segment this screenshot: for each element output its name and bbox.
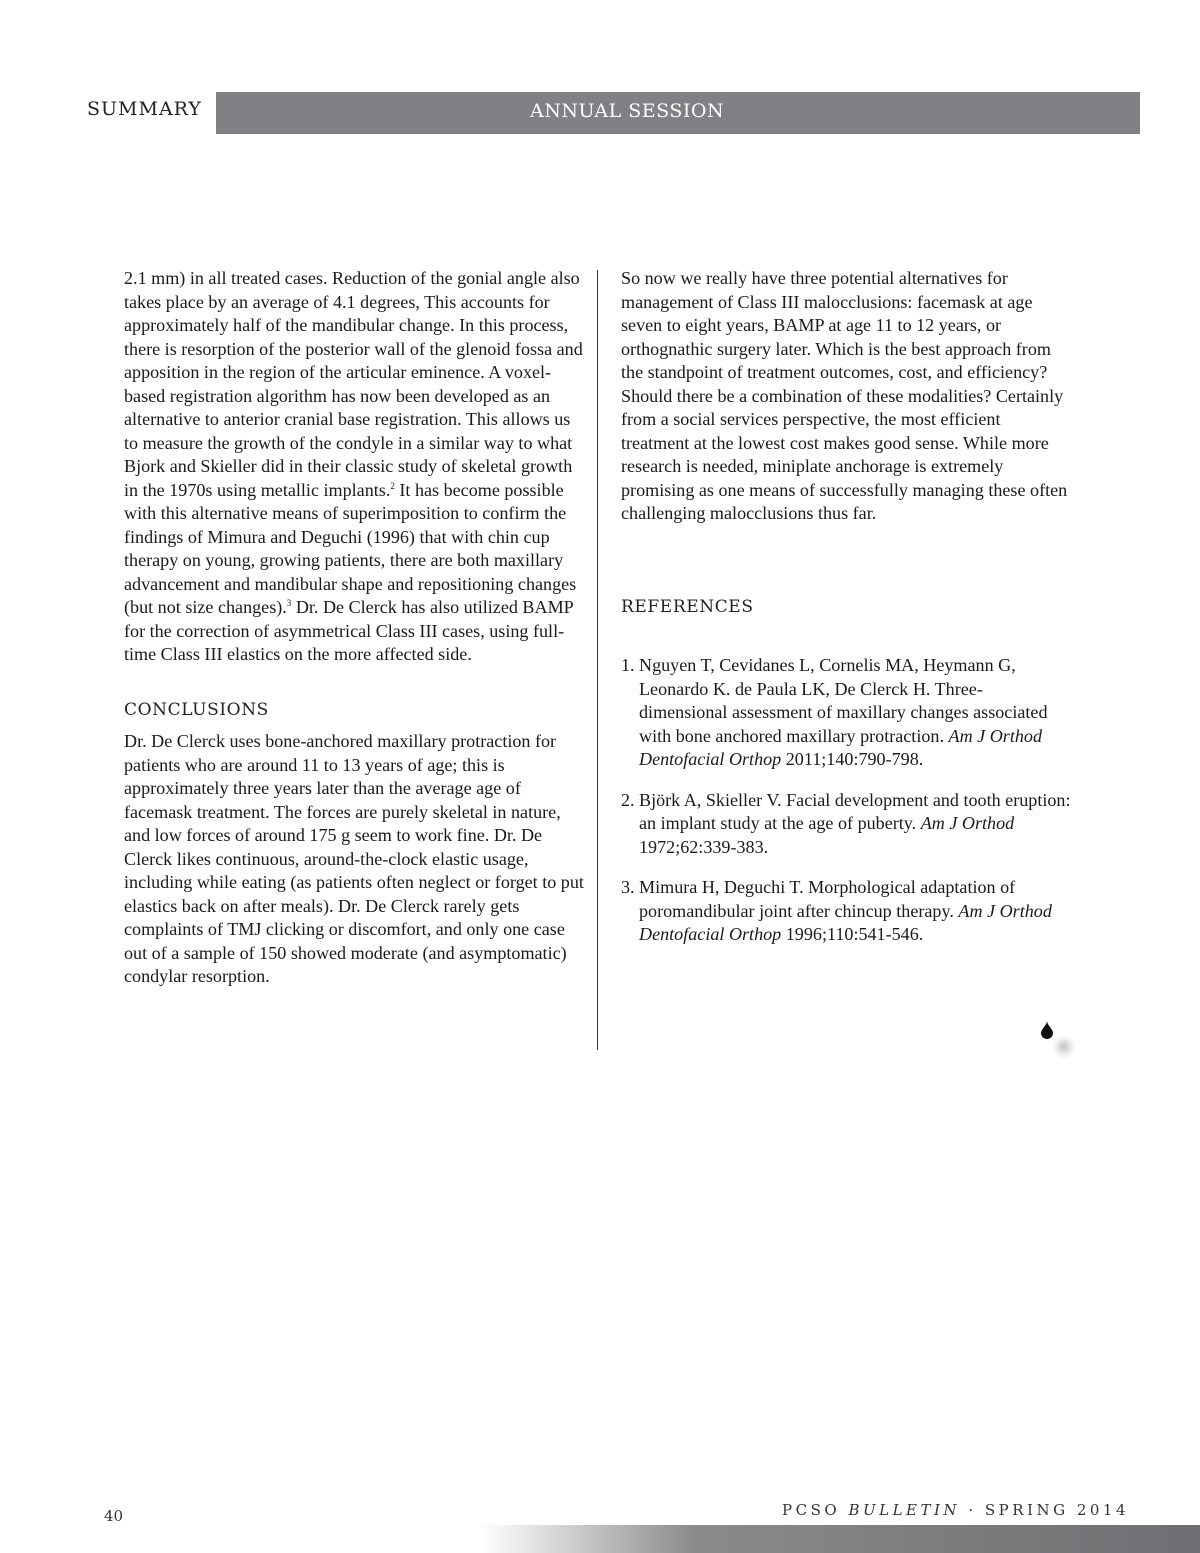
reference-journal: Am J Orthod — [920, 813, 1015, 833]
reference-citation: 1972;62:339-383. — [639, 836, 769, 857]
right-column — [621, 267, 1071, 964]
references-list — [621, 654, 1071, 947]
paragraph-text: 2.1 mm) in all treated cases. Reduction of the gonial angle also takes place by an average of 4.1 degrees, This accounts for approximately half of the mandibular change. In this process, there is resorption of the posterior wall of the glenoid fossa and apposition in the region of the articular eminence. A voxel-based registration algorithm has now been developed as an alternative to anterior cranial base registration. This allows us to measure the growth of the condyle in a similar way to what Bjork and Skieller did in their classic study of skeletal growth in the 1970s using metallic implants. — [124, 268, 583, 500]
reference-number: 1. — [621, 655, 635, 675]
publication-footer — [782, 1501, 1129, 1519]
paragraph-text: Dr. De Clerck has also utilized BAMP for the correction of asymmetrical Class III cases, using full-time Class III elastics on the more affected side. — [124, 597, 574, 664]
section-label: SUMMARY — [87, 98, 202, 120]
reference-text: Mimura H, Deguchi T. Morphological adaptation of poromandibular joint after chincup therapy. — [639, 877, 1016, 921]
end-mark-shadow — [1052, 1036, 1076, 1058]
reference-number: 2. — [621, 789, 635, 810]
header-bar-title: ANNUAL SESSION — [530, 100, 725, 122]
publication-name: BULLETIN — [848, 1501, 961, 1519]
reference-item — [621, 654, 1071, 772]
publication-org: PCSO — [782, 1501, 849, 1519]
column-divider — [597, 270, 598, 1050]
footer-bar — [480, 1525, 1200, 1553]
page-number: 40 — [104, 1507, 124, 1525]
reference-journal: Am J Orthod Dentofacial Orthop — [639, 725, 1042, 769]
header-bar — [216, 92, 1140, 134]
footer-separator: · — [960, 1501, 985, 1519]
tooth-end-icon — [1041, 1021, 1053, 1039]
reference-item — [621, 789, 1071, 860]
reference-text: Björk A, Skieller V. Facial development and tooth eruption: an implant study at the age of puberty. — [639, 789, 1071, 833]
left-column — [124, 267, 588, 989]
footnote-ref: 2 — [390, 480, 395, 491]
reference-journal: Am J Orthod Dentofacial Orthop — [639, 900, 1052, 944]
reference-number: 3. — [621, 877, 635, 897]
reference-citation: 1996;110:541-546. — [781, 924, 924, 944]
conclusions-paragraph: Dr. De Clerck uses bone-anchored maxillary protraction for patients who are around 11 to 13 years of age; this is approximately three years later than the average age of facemask treatment. The forces are purely skeletal in nature, and low forces of around 175 g seem to work fine. Dr. De Clerck likes continuous, around-the-clock elastic usage, including while eating (as patients often neglect or forget to put elastics back on after meals). Dr. De Clerck rarely gets complaints of TMJ clicking or discomfort, and only one case out of a sample of 150 showed moderate (and asymptomatic) condylar resorption. — [124, 731, 584, 986]
footnote-ref: 3 — [286, 597, 292, 608]
issue-date: SPRING 2014 — [984, 1501, 1129, 1519]
reference-item — [621, 876, 1071, 947]
body-paragraph — [124, 267, 588, 667]
conclusions-heading: CONCLUSIONS — [124, 699, 269, 720]
reference-text: Nguyen T, Cevidanes L, Cornelis MA, Heymann G, Leonardo K. de Paula LK, De Clerck H. Three-dimensional assessment of maxillary changes associated with bone anchored maxillary protraction. — [639, 655, 1048, 746]
references-heading: REFERENCES — [621, 596, 754, 617]
body-paragraph: So now we really have three potential alternatives for management of Class III malocclusions: facemask at age seven to eight years, BAMP at age 11 to 12 years, or orthognathic surgery later. Which is the best approach from the standpoint of treatment outcomes, cost, and efficiency? Should there be a combination of these modalities? Certainly from a social services perspective, the most efficient treatment at the lowest cost makes good sense. While more research is needed, miniplate anchorage is extremely promising as one means of successfully managing these often challenging malocclusions thus far. — [621, 268, 1068, 523]
paragraph-text: It has become possible with this alternative means of superimposition to confirm the findings of Mimura and Deguchi (1996) that with chin cup therapy on young, growing patients, there are both maxillary advancement and mandibular shape and repositioning changes (but not size changes). — [124, 479, 577, 617]
reference-citation: 2011;140:790-798. — [781, 749, 924, 769]
